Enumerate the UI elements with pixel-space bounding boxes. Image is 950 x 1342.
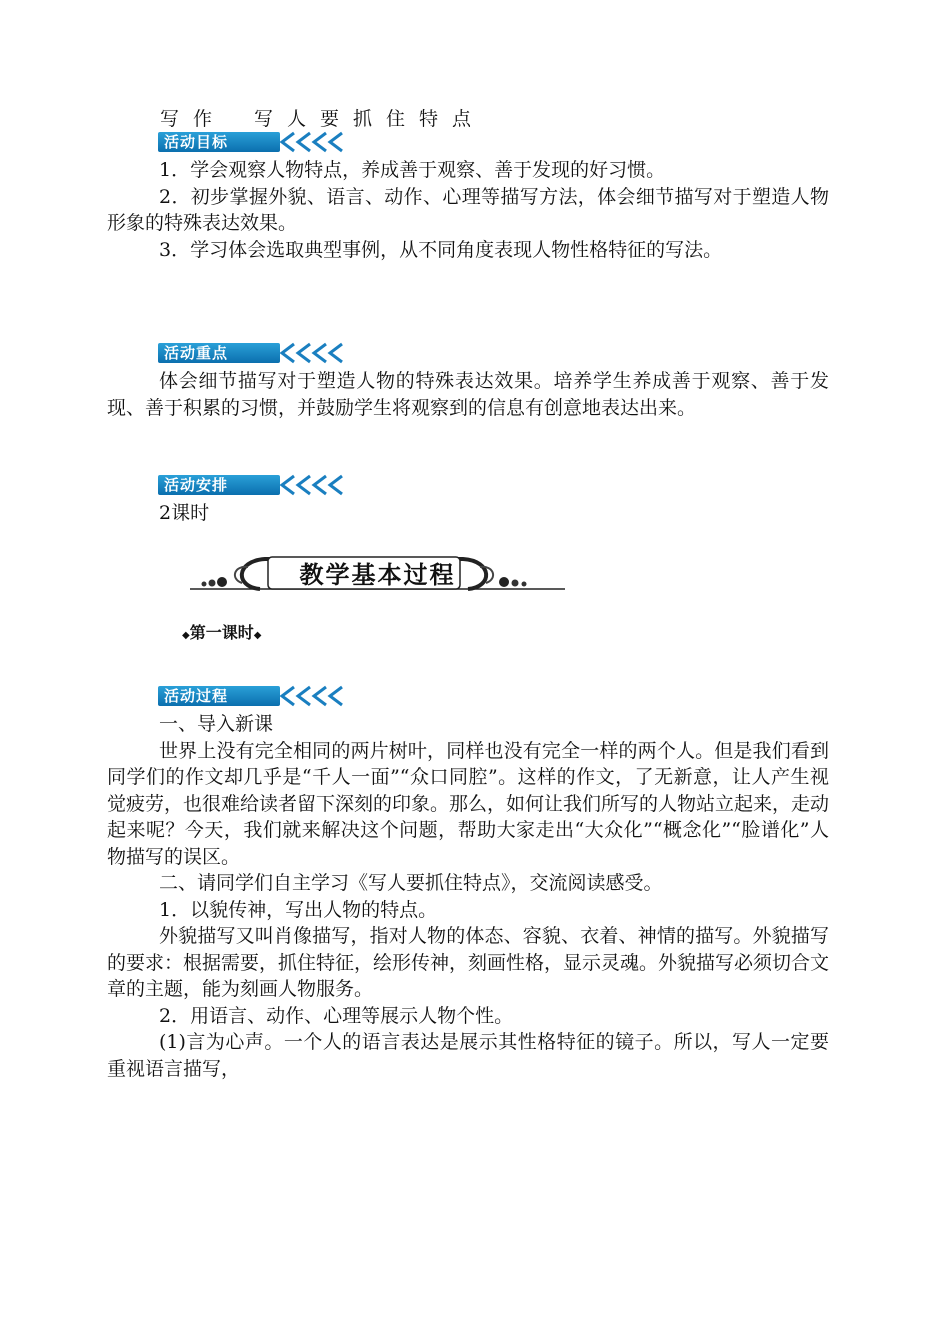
chevrons-icon	[276, 473, 348, 497]
chevrons-icon	[276, 684, 348, 708]
section-tag-process	[158, 684, 348, 708]
heading-self-study: 二、请同学们自主学习《写人要抓住特点》，交流阅读感受。	[159, 872, 663, 894]
paragraph: 世界上没有完全相同的两片树叶，同样也没有完全一样的两个人。但是我们看到同学们的作文却几乎是“千人一面”“众口同腔”。这样的作文，了无新意，让人产生视觉疲劳，也很难给读者留下深刻的印象。那么，如何让我们所写的人物站立起来，走动起来呢？今天，我们就来解决这个问题，帮助大家走出“大众化”“概念化”“脸谱化”人物描写的误区。	[107, 739, 830, 868]
heading-intro: 一、导入新课	[159, 713, 274, 735]
tag-label: 活动重点	[164, 344, 229, 362]
chevrons-icon	[276, 341, 348, 365]
tag-label: 活动目标	[164, 133, 229, 151]
paragraph: (1)言为心声。一个人的语言表达是展示其性格特征的镜子。所以，写人一定要重视语言描写，	[107, 1031, 829, 1080]
tag-label: 活动安排	[164, 476, 229, 494]
tag-label: 活动过程	[164, 687, 229, 705]
section-banner	[190, 553, 570, 595]
focus-text: 体会细节描写对于塑造人物的特殊表达效果。培养学生养成善于观察、善于发现、善于积累的习惯，并鼓励学生将观察到的信息有创意地表达出来。	[107, 370, 829, 419]
goal-item: 2．初步掌握外貌、语言、动作、心理等描写方法，体会细节描写对于塑造人物形象的特殊表达效果。	[107, 185, 829, 234]
banner-title: 教学基本过程	[299, 561, 456, 589]
goals-list	[107, 157, 829, 263]
paragraph: 外貌描写又叫肖像描写，指对人物的体态、容貌、衣着、神情的描写。外貌描写的要求：根据需要，抓住特征，绘形传神，刻画性格，显示灵魂。外貌描写必须切合文章的主题，能为刻画人物服务。	[107, 925, 830, 1000]
schedule-text: 2课时	[159, 502, 210, 524]
diamond-left-icon: ◆	[182, 630, 190, 641]
title-part2: 写人要抓住特点	[254, 108, 486, 130]
section-tag-goal	[158, 130, 348, 154]
chevrons-icon	[276, 130, 348, 154]
goal-item: 3．学习体会选取典型事例，从不同角度表现人物性格特征的写法。	[159, 238, 723, 261]
process-content	[107, 711, 829, 1082]
lesson-heading: ◆第一课时◆	[182, 623, 262, 642]
page-title	[160, 104, 485, 131]
subheading: 1．以貌传神，写出人物的特点。	[159, 898, 438, 921]
subheading: 2．用语言、动作、心理等展示人物个性。	[159, 1004, 514, 1027]
title-part1: 写作	[160, 108, 227, 130]
goal-item: 1．学会观察人物特点，养成善于观察、善于发现的好习惯。	[159, 159, 666, 181]
section-tag-focus	[158, 341, 348, 365]
diamond-right-icon: ◆	[253, 630, 262, 641]
section-tag-schedule	[158, 473, 348, 497]
